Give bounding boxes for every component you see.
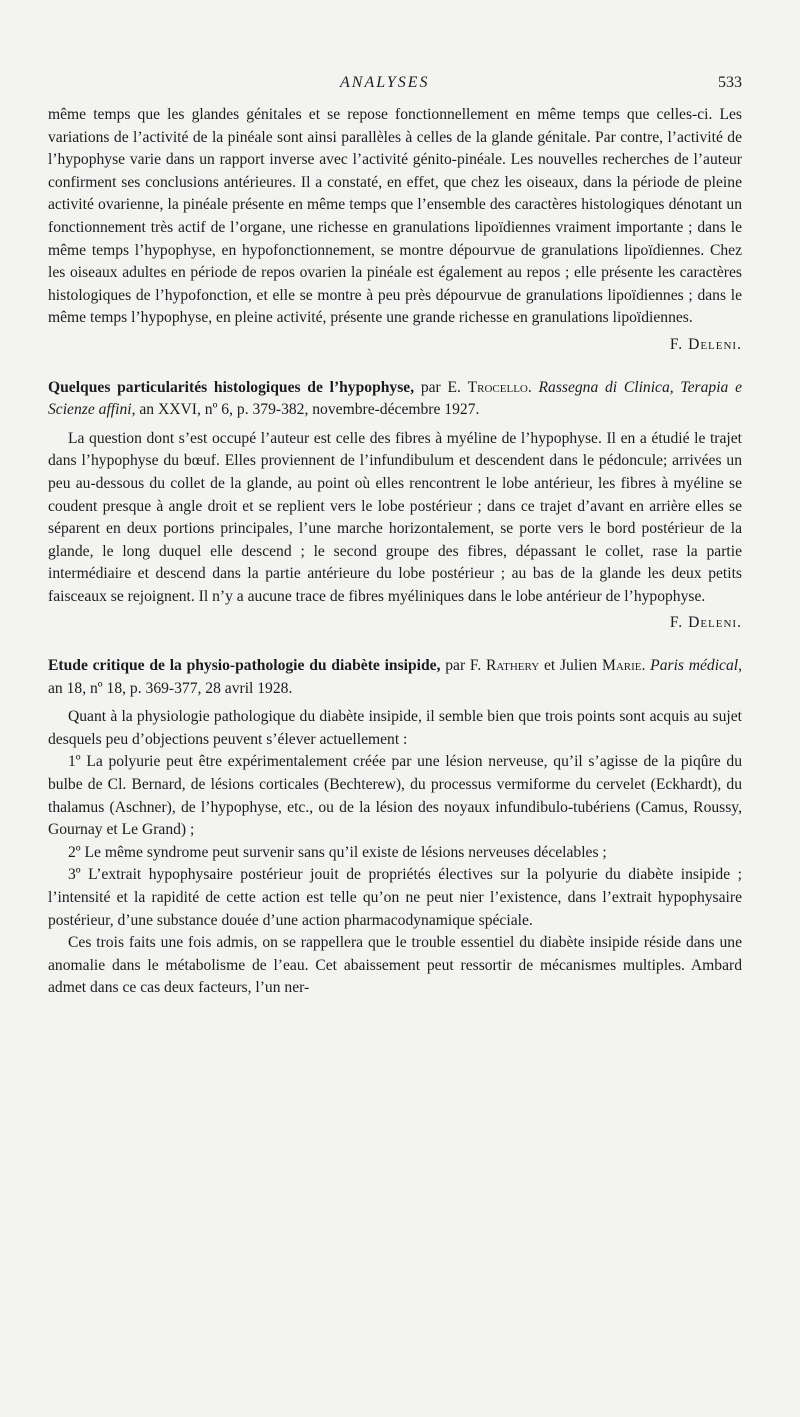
article-1-continuation bbox=[48, 104, 742, 357]
article-2 bbox=[48, 377, 742, 636]
article-2-author: Trocello. bbox=[467, 378, 532, 396]
article-3-title: Etude critique de la physio-pathologie du diabète insipide, bbox=[48, 657, 441, 675]
article-3-and: et Julien bbox=[539, 657, 602, 675]
article-3-point-2: 2º Le même syndrome peut survenir sans qu’il existe de lésions nerveuses décelables ; bbox=[68, 843, 607, 861]
article-3-journal: Paris médical, bbox=[645, 657, 742, 675]
article-3-author-2: Marie. bbox=[601, 657, 646, 675]
article-3-citation: an 18, nº 18, p. 369-377, 28 avril 1928. bbox=[48, 679, 293, 697]
article-3-point-3: 3º L’extrait hypophysaire postérieur jouit de propriétés électives sur la polyurie du diabète insipide ; l’intensité et la rapidité de cette action est telle qu’on ne peut nier l’existence, dans l’extrait hypophysaire postérieur, d’une substance douée d’une action pharmacodynamique spéciale. bbox=[48, 866, 742, 929]
article-3-author-1: Rathery bbox=[486, 657, 540, 675]
article-3-conclusion: Ces trois faits une fois admis, on se rappellera que le trouble essentiel du diabète insipide réside dans une anomalie dans le métabolisme de l’eau. Cet abaissement peut ressortir de mécanismes multiples. Ambard admet dans ce cas deux facteurs, l’un ner- bbox=[48, 934, 742, 997]
page-number: 533 bbox=[718, 74, 742, 91]
article-3 bbox=[48, 655, 742, 1000]
section-gap bbox=[48, 635, 742, 655]
article-3-intro: Quant à la physiologie pathologique du diabète insipide, il semble bien que trois points sont acquis au sujet desquels peu d’objections peuvent s’élever actuellement : bbox=[48, 708, 742, 748]
article-2-journal: Rassegna di Clinica, Terapia e Scienze affini, bbox=[48, 378, 742, 419]
article-2-citation: an XXVI, nº 6, p. 379-382, novembre-décembre 1927. bbox=[135, 401, 480, 419]
article-3-point-1: 1º La polyurie peut être expérimentalement créée par une lésion nerveuse, qu’il s’agisse de la piqûre du bulbe de Cl. Bernard, de lésions corticales (Bechterew), du processus vermiforme du cervelet (Eckhardt), du thalamus (Aschner), de l’hypophyse, etc., ou de la lésion des noyaux infundibulo-tubériens (Camus, Roussy, Gournay et Le Grand) ; bbox=[48, 753, 742, 839]
article-3-by: par F. bbox=[440, 657, 486, 675]
article-2-title: Quelques particularités histologiques de l’hypophyse, bbox=[48, 378, 415, 396]
article-2-by: par E. bbox=[414, 378, 468, 396]
article-1-signature: F. Deleni. bbox=[669, 335, 742, 353]
article-2-heading bbox=[48, 377, 742, 422]
article-2-signature: F. Deleni. bbox=[669, 614, 742, 632]
article-3-heading bbox=[48, 655, 742, 700]
article-2-paragraph: La question dont s’est occupé l’auteur est celle des fibres à myéline de l’hypophyse. Il en a étudié le trajet dans l’hypophyse du bœuf. Elles proviennent de l’infundibulum et descendent dans le pédoncule; arrivées un peu au-dessous du collet de la glande, au point où elles rencontrent le lobe antérieur, les fibres à myéline se coudent presque à angle droit et se replient vers le lobe postérieur ; dans ce trajet d’avant en arrière elles se séparent en deux portions principales, l’une marche horizontalement, se porte vers le bord postérieur de la glande, le long duquel elle descend ; le second groupe des fibres, dépassant le collet, rase la partie intermédiaire et descend dans la partie antérieure du lobe postérieur ; au bas de la glande les deux petits faisceaux se rejoignent. Il n’y a aucune trace de fibres myéliniques dans le lobe antérieur de l’hypophyse. bbox=[48, 429, 742, 605]
page-header bbox=[330, 74, 742, 98]
running-title: ANALYSES bbox=[340, 74, 430, 91]
body-text bbox=[48, 104, 742, 1000]
section-gap bbox=[48, 357, 742, 377]
article-1-paragraph: même temps que les glandes génitales et se repose fonctionnellement en même temps que celles-ci. Les variations de l’activité de la pinéale sont ainsi parallèles à celles de la glande génitale. Par contre, l’activité de l’hypophyse varie dans un rapport inverse avec l’activité génito-pinéale. Les nouvelles recherches de l’auteur confirment ses conclusions antérieures. Il a constaté, en effet, que chez les oiseaux, dans la période de pleine activité ovarienne, la pinéale présente en même temps que l’ensemble des caractères histologiques dénotant un fonctionnement très actif de l’organe, une richesse en granulations lipoïdiennes vraiment importante ; dans le même temps l’hypophyse, en hypofonctionnement, se montre dépourvue de granulations lipoïdiennes. Chez les oiseaux adultes en période de repos ovarien la pinéale est également au repos ; elle présente les caractères histologiques de l’hypofonction, et elle se montre à peu près dépourvue de granulations lipoïdiennes ; dans le même temps l’hypophyse, en pleine activité, présente une grande richesse en granulations lipoïdiennes. bbox=[48, 106, 742, 327]
